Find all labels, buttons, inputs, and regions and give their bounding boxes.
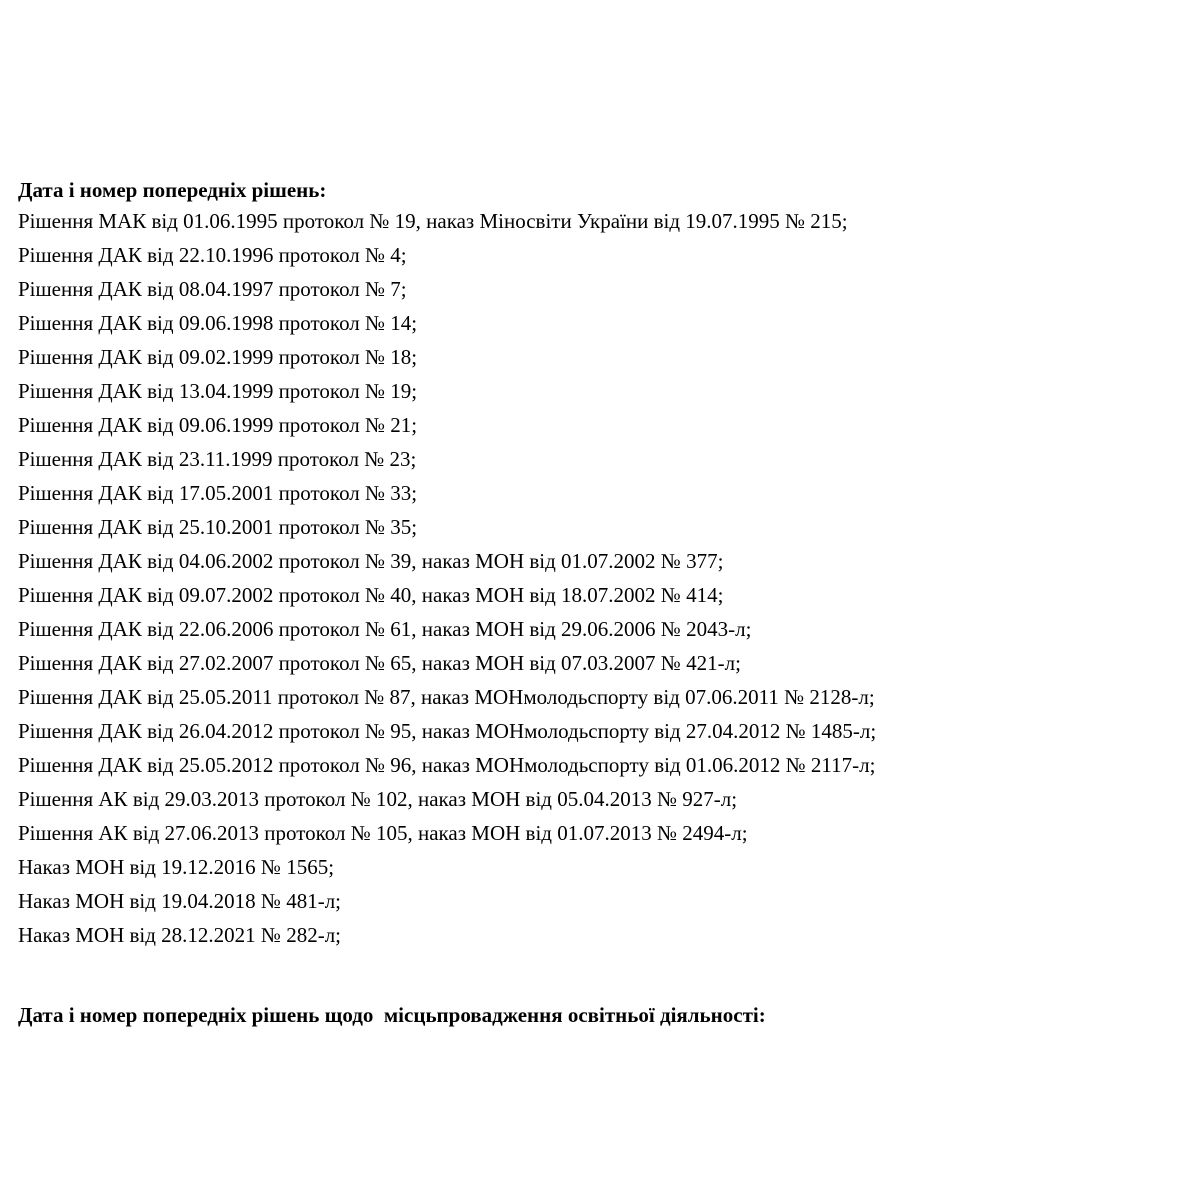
decision-item: Рішення АК від 27.06.2013 протокол № 105, наказ МОН від 01.07.2013 № 2494-л; bbox=[18, 821, 748, 845]
decision-item: Рішення ДАК від 08.04.1997 протокол № 7; bbox=[18, 277, 407, 301]
decision-item: Рішення ДАК від 17.05.2001 протокол № 33; bbox=[18, 481, 418, 505]
decision-item: Рішення ДАК від 09.06.1998 протокол № 14; bbox=[18, 311, 418, 335]
decision-item: Рішення ДАК від 04.06.2002 протокол № 39, наказ МОН від 01.07.2002 № 377; bbox=[18, 549, 724, 573]
decision-item: Наказ МОН від 28.12.2021 № 282-л; bbox=[18, 923, 342, 947]
decision-item: Наказ МОН від 19.12.2016 № 1565; bbox=[18, 855, 335, 879]
decision-item: Рішення ДАК від 13.04.1999 протокол № 19; bbox=[18, 379, 418, 403]
decision-item: Рішення ДАК від 09.02.1999 протокол № 18; bbox=[18, 345, 418, 369]
decision-item: Рішення ДАК від 23.11.1999 протокол № 23; bbox=[18, 447, 417, 471]
decision-item: Рішення ДАК від 25.10.2001 протокол № 35; bbox=[18, 515, 418, 539]
decision-item: Рішення ДАК від 27.02.2007 протокол № 65, наказ МОН від 07.03.2007 № 421-л; bbox=[18, 651, 741, 675]
decisions-list bbox=[18, 204, 1178, 952]
decision-item: Рішення ДАК від 09.06.1999 протокол № 21; bbox=[18, 413, 418, 437]
decision-item: Наказ МОН від 19.04.2018 № 481-л; bbox=[18, 889, 342, 913]
decision-item: Рішення ДАК від 25.05.2012 протокол № 96, наказ МОНмолодьспорту від 01.06.2012 № 2117-л; bbox=[18, 753, 876, 777]
decision-item: Рішення АК від 29.03.2013 протокол № 102, наказ МОН від 05.04.2013 № 927-л; bbox=[18, 787, 738, 811]
decision-item: Рішення ДАК від 09.07.2002 протокол № 40, наказ МОН від 18.07.2002 № 414; bbox=[18, 583, 724, 607]
decision-item: Рішення МАК від 01.06.1995 протокол № 19, наказ Міносвіти України від 19.07.1995 № 215; bbox=[18, 209, 848, 233]
section-heading: Дата і номер попередніх рішень щодо місцьпровадження освітньої діяльності: bbox=[18, 1003, 766, 1027]
decision-item: Рішення ДАК від 22.06.2006 протокол № 61, наказ МОН від 29.06.2006 № 2043-л; bbox=[18, 617, 752, 641]
decision-item: Рішення ДАК від 22.10.1996 протокол № 4; bbox=[18, 243, 407, 267]
location-decisions-section bbox=[18, 1001, 1178, 1029]
decision-item: Рішення ДАК від 25.05.2011 протокол № 87, наказ МОНмолодьспорту від 07.06.2011 № 2128-л; bbox=[18, 685, 875, 709]
decision-item: Рішення ДАК від 26.04.2012 протокол № 95, наказ МОНмолодьспорту від 27.04.2012 № 1485-л; bbox=[18, 719, 877, 743]
previous-decisions-section bbox=[18, 176, 1178, 952]
section-heading: Дата і номер попередніх рішень: bbox=[18, 178, 327, 202]
